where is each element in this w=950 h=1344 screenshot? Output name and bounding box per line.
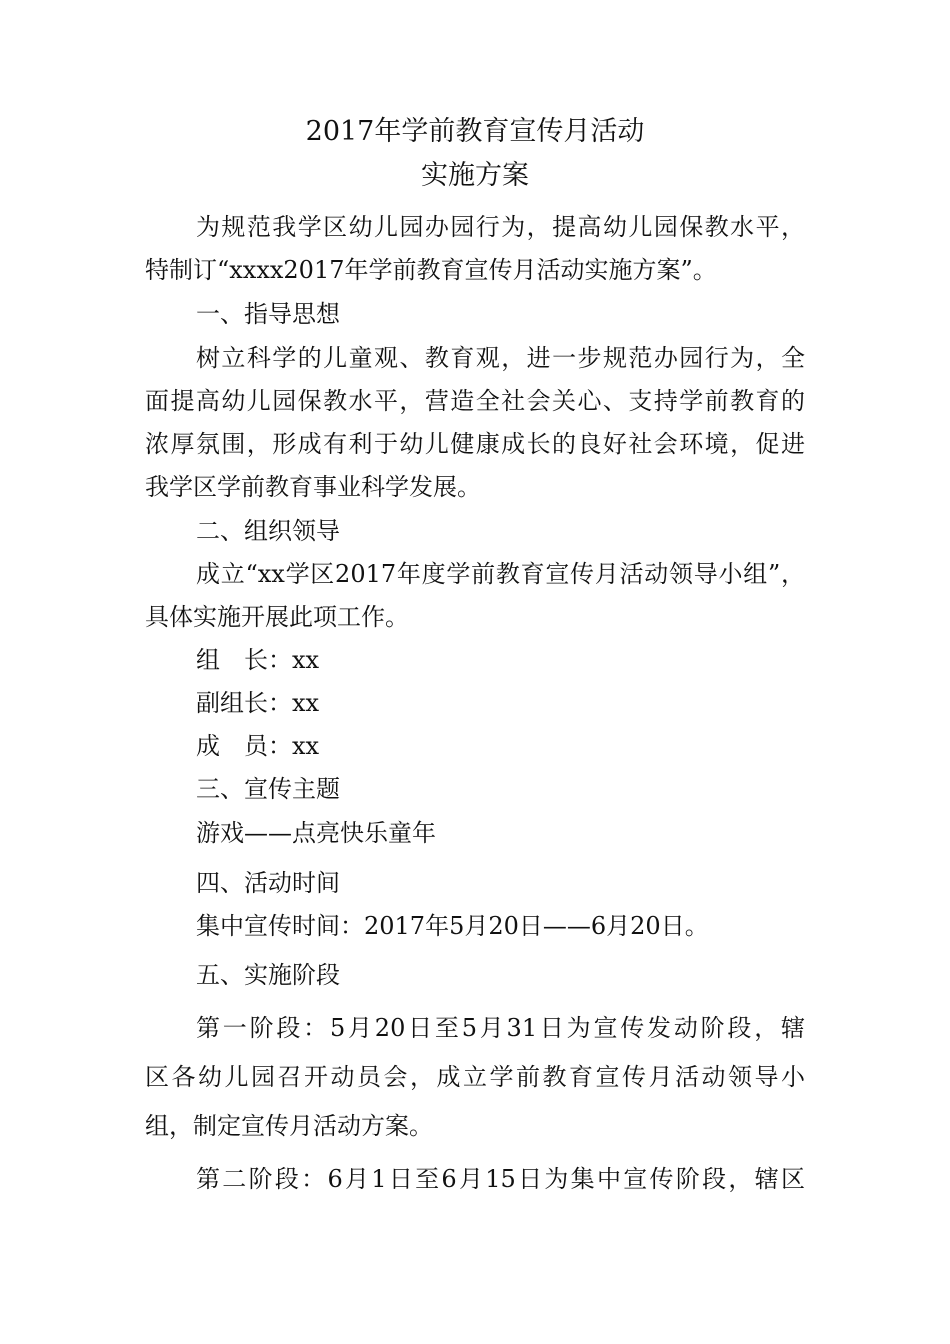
section-heading-1: 一、指导思想 [196,300,340,328]
section-heading-2: 二、组织领导 [196,517,340,545]
paragraph-line: 浓厚氛围，形成有利于幼儿健康成长的良好社会环境，促进 [145,430,805,458]
paragraph-line: 区各幼儿园召开动员会，成立学前教育宣传月活动领导小 [145,1063,805,1091]
paragraph-line: 面提高幼儿园保教水平，营造全社会关心、支持学前教育的 [145,387,805,415]
leader-line: 组 长：xx [196,646,320,674]
paragraph-line: 第二阶段：6月1日至6月15日为集中宣传阶段，辖区 [196,1165,805,1193]
intro-line-2: 特制订“xxxx2017年学前教育宣传月活动实施方案”。 [145,256,717,284]
title-line-2: 实施方案 [421,160,529,191]
paragraph-line: 成立“xx学区2017年度学前教育宣传月活动领导小组”， [196,560,805,588]
title-line-1: 2017年学前教育宣传月活动 [305,116,645,147]
paragraph-line: 具体实施开展此项工作。 [145,603,409,631]
time-line: 集中宣传时间：2017年5月20日——6月20日。 [196,912,709,940]
paragraph-line: 第一阶段：5月20日至5月31日为宣传发动阶段，辖 [196,1014,805,1042]
section-heading-4: 四、活动时间 [196,869,340,897]
intro-line-1: 为规范我学区幼儿园办园行为，提高幼儿园保教水平， [196,213,805,241]
paragraph-line: 我学区学前教育事业科学发展。 [145,473,481,501]
paragraph-line: 树立科学的儿童观、教育观，进一步规范办园行为，全 [196,344,805,372]
theme-line: 游戏——点亮快乐童年 [196,819,436,847]
paragraph-line: 组，制定宣传月活动方案。 [145,1112,433,1140]
section-heading-5: 五、实施阶段 [196,961,340,989]
deputy-leader-line: 副组长：xx [196,689,320,717]
section-heading-3: 三、宣传主题 [196,775,340,803]
members-line: 成 员：xx [196,732,320,760]
